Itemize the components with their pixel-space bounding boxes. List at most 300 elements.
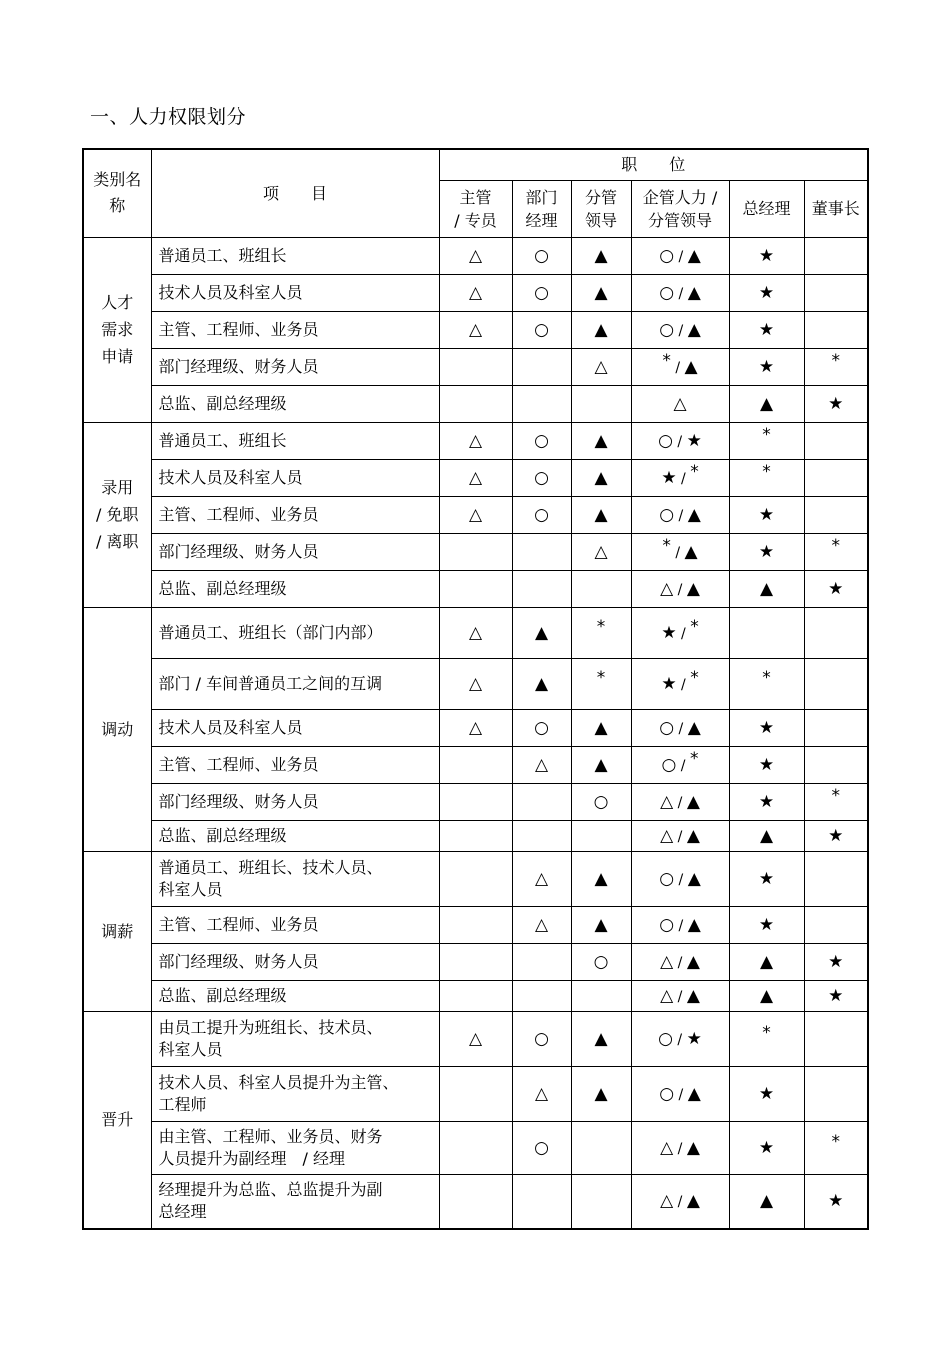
permission-cell	[439, 851, 512, 906]
permission-cell	[439, 1011, 512, 1066]
permission-cell	[571, 1174, 631, 1229]
permission-cell	[512, 906, 571, 943]
asterisk-mark: *	[662, 535, 671, 556]
symbol-mark: ○	[534, 717, 549, 738]
permission-cell	[512, 709, 571, 746]
asterisk-mark: *	[762, 1022, 771, 1043]
table-row	[83, 1174, 868, 1229]
symbol-mark: ★	[828, 951, 844, 972]
permission-cell	[804, 1121, 868, 1174]
permission-cell: ○ / ▲	[631, 1066, 729, 1121]
permission-cell	[439, 1174, 512, 1229]
symbol-mark: ○	[659, 319, 675, 340]
permission-cell	[729, 385, 804, 422]
table-row	[83, 906, 868, 943]
symbol-mark: ★	[828, 393, 844, 414]
permission-cell	[439, 1121, 512, 1174]
item-cell: 普通员工、班组长	[151, 237, 439, 274]
permission-cell	[729, 274, 804, 311]
symbol-mark: △	[468, 673, 483, 694]
permission-cell: ○ / ▲	[631, 496, 729, 533]
item-cell: 部门经理级、财务人员	[151, 783, 439, 820]
symbol-mark: ○	[534, 319, 549, 340]
permission-cell	[804, 783, 868, 820]
permission-cell	[439, 570, 512, 607]
permission-cell	[512, 658, 571, 709]
permission-cell	[571, 1011, 631, 1066]
permission-cell: △ / ▲	[631, 943, 729, 980]
permission-cell	[804, 1174, 868, 1229]
symbol-mark: ○	[534, 1028, 549, 1049]
table-row	[83, 607, 868, 658]
permission-cell	[729, 496, 804, 533]
permission-cell	[729, 533, 804, 570]
permission-cell	[439, 348, 512, 385]
permission-cell	[512, 1011, 571, 1066]
permission-cell	[439, 783, 512, 820]
symbol-mark: △	[594, 356, 608, 377]
symbol-mark: ▲	[759, 578, 774, 599]
symbol-mark: ▲	[686, 1191, 700, 1212]
permission-cell	[631, 385, 729, 422]
permission-cell	[804, 820, 868, 851]
permission-cell	[512, 348, 571, 385]
table-row	[83, 348, 868, 385]
permission-cell	[804, 274, 868, 311]
permission-cell	[571, 385, 631, 422]
permission-cell	[439, 1066, 512, 1121]
asterisk-mark: *	[690, 667, 699, 688]
permission-cell	[571, 496, 631, 533]
permission-cell	[804, 658, 868, 709]
permission-cell	[729, 1066, 804, 1121]
symbol-mark: △	[534, 868, 549, 889]
symbol-mark: ▲	[594, 245, 608, 266]
asterisk-mark: *	[762, 667, 771, 688]
symbol-mark: ○	[659, 1083, 675, 1104]
permission-cell	[512, 746, 571, 783]
symbol-mark: △	[660, 1137, 674, 1158]
symbol-mark: ○	[534, 245, 549, 266]
symbol-mark: ○	[593, 951, 609, 972]
permission-cell	[512, 237, 571, 274]
permission-cell	[512, 422, 571, 459]
symbol-mark: △	[660, 985, 674, 1006]
table-row	[83, 1121, 868, 1174]
permission-table	[82, 148, 869, 1230]
permission-cell: ○ / *	[631, 746, 729, 783]
symbol-mark: △	[534, 1083, 549, 1104]
item-cell: 普通员工、班组长	[151, 422, 439, 459]
permission-cell	[512, 607, 571, 658]
symbol-mark: △	[534, 754, 549, 775]
asterisk-mark: *	[596, 616, 606, 637]
permission-cell	[729, 570, 804, 607]
symbol-mark: ★	[661, 673, 677, 694]
symbol-mark: ▲	[687, 717, 701, 738]
permission-cell	[439, 607, 512, 658]
symbol-mark: ▲	[686, 791, 700, 812]
asterisk-mark: *	[831, 350, 841, 371]
symbol-mark: ▲	[594, 717, 608, 738]
permission-cell	[729, 906, 804, 943]
symbol-mark: ★	[758, 541, 775, 562]
item-cell: 主管、工程师、业务员	[151, 311, 439, 348]
symbol-mark: ▲	[759, 393, 774, 414]
permission-cell	[729, 237, 804, 274]
permission-cell	[512, 820, 571, 851]
symbol-mark: ▲	[686, 951, 700, 972]
symbol-mark: ○	[659, 914, 675, 935]
table-row	[83, 820, 868, 851]
asterisk-mark: *	[762, 461, 771, 482]
permission-cell	[804, 570, 868, 607]
permission-cell	[512, 533, 571, 570]
item-cell: 经理提升为总监、总监提升为副 总经理	[151, 1174, 439, 1229]
header-position-0: 主管 / 专员	[439, 180, 512, 237]
asterisk-mark: *	[831, 785, 841, 806]
symbol-mark: △	[468, 430, 483, 451]
symbol-mark: ★	[758, 245, 775, 266]
permission-cell	[439, 274, 512, 311]
category-cell: 晋升	[83, 1011, 151, 1229]
permission-cell: ○ / ★	[631, 422, 729, 459]
permission-cell	[729, 459, 804, 496]
table-row	[83, 746, 868, 783]
permission-cell	[439, 820, 512, 851]
table-row	[83, 496, 868, 533]
symbol-mark: ▲	[687, 1083, 701, 1104]
permission-cell	[804, 1066, 868, 1121]
symbol-mark: △	[660, 791, 674, 812]
permission-cell	[439, 980, 512, 1011]
permission-cell	[571, 783, 631, 820]
permission-cell	[804, 746, 868, 783]
symbol-mark: ▲	[686, 578, 700, 599]
symbol-mark: ○	[534, 430, 549, 451]
symbol-mark: ★	[758, 717, 775, 738]
permission-cell	[512, 570, 571, 607]
permission-cell	[729, 851, 804, 906]
permission-cell	[571, 1066, 631, 1121]
symbol-mark: △	[468, 467, 483, 488]
permission-cell	[804, 496, 868, 533]
table-row	[83, 311, 868, 348]
permission-cell	[571, 980, 631, 1011]
permission-cell	[439, 385, 512, 422]
permission-cell	[804, 607, 868, 658]
permission-cell	[729, 1121, 804, 1174]
symbol-mark: ○	[659, 282, 675, 303]
permission-cell	[729, 607, 804, 658]
permission-cell	[512, 459, 571, 496]
table-row	[83, 274, 868, 311]
symbol-mark: △	[660, 825, 674, 846]
asterisk-mark: *	[831, 1131, 841, 1152]
category-cell: 调薪	[83, 851, 151, 1011]
symbol-mark: ★	[758, 868, 775, 889]
header-position-5: 董事长	[804, 180, 868, 237]
symbol-mark: ★	[758, 914, 775, 935]
item-cell: 主管、工程师、业务员	[151, 496, 439, 533]
permission-cell	[729, 348, 804, 385]
symbol-mark: ▲	[687, 914, 701, 935]
permission-cell: ○ / ▲	[631, 237, 729, 274]
permission-cell	[512, 1121, 571, 1174]
permission-cell: ★ / *	[631, 459, 729, 496]
item-cell: 由员工提升为班组长、技术员、 科室人员	[151, 1011, 439, 1066]
symbol-mark: △	[534, 914, 549, 935]
asterisk-mark: *	[596, 667, 606, 688]
permission-cell	[439, 943, 512, 980]
item-cell: 总监、副总经理级	[151, 820, 439, 851]
symbol-mark: ▲	[759, 985, 774, 1006]
permission-cell: ○ / ★	[631, 1011, 729, 1066]
item-cell: 主管、工程师、业务员	[151, 906, 439, 943]
permission-cell	[512, 783, 571, 820]
permission-cell: △ / ▲	[631, 1174, 729, 1229]
symbol-mark: ○	[658, 1028, 673, 1049]
item-cell: 普通员工、班组长、技术人员、 科室人员	[151, 851, 439, 906]
symbol-mark: ★	[828, 578, 844, 599]
permission-cell	[571, 459, 631, 496]
item-cell: 普通员工、班组长（部门内部）	[151, 607, 439, 658]
permission-cell	[729, 820, 804, 851]
symbol-mark: ○	[593, 791, 609, 812]
permission-cell	[571, 311, 631, 348]
permission-cell: * / ▲	[631, 533, 729, 570]
permission-cell	[571, 851, 631, 906]
symbol-mark: ★	[758, 282, 775, 303]
symbol-mark: △	[468, 319, 483, 340]
category-cell: 录用 / 免职 / 离职	[83, 422, 151, 607]
symbol-mark: △	[660, 1191, 674, 1212]
header-position-group: 职 位	[439, 149, 868, 180]
item-cell: 技术人员、科室人员提升为主管、 工程师	[151, 1066, 439, 1121]
permission-cell	[439, 746, 512, 783]
symbol-mark: △	[468, 622, 483, 643]
symbol-mark: △	[468, 717, 483, 738]
item-cell: 主管、工程师、业务员	[151, 746, 439, 783]
permission-cell	[804, 348, 868, 385]
asterisk-mark: *	[662, 350, 671, 371]
permission-cell	[571, 570, 631, 607]
symbol-mark: ○	[659, 717, 675, 738]
permission-cell	[571, 658, 631, 709]
symbol-mark: △	[468, 1028, 483, 1049]
symbol-mark: ▲	[594, 1083, 608, 1104]
asterisk-mark: *	[690, 616, 699, 637]
permission-cell	[729, 943, 804, 980]
permission-cell	[512, 311, 571, 348]
symbol-mark: ▲	[759, 951, 774, 972]
symbol-mark: △	[594, 541, 608, 562]
permission-cell	[729, 709, 804, 746]
symbol-mark: ▲	[687, 868, 701, 889]
table-row	[83, 1011, 868, 1066]
symbol-mark: ▲	[687, 245, 701, 266]
item-cell: 部门经理级、财务人员	[151, 943, 439, 980]
permission-cell	[571, 943, 631, 980]
symbol-mark: ★	[828, 985, 844, 1006]
symbol-mark: △	[468, 245, 483, 266]
asterisk-mark: *	[690, 461, 699, 482]
symbol-mark: ▲	[594, 282, 608, 303]
permission-cell	[804, 311, 868, 348]
symbol-mark: ▲	[686, 1137, 700, 1158]
symbol-mark: ▲	[594, 868, 608, 889]
permission-cell	[512, 943, 571, 980]
symbol-mark: ▲	[686, 985, 700, 1006]
asterisk-mark: *	[689, 748, 699, 769]
symbol-mark: ★	[758, 319, 775, 340]
symbol-mark: ○	[534, 467, 549, 488]
permission-cell	[729, 658, 804, 709]
symbol-mark: ▲	[594, 504, 608, 525]
permission-cell	[439, 459, 512, 496]
permission-cell: ○ / ▲	[631, 906, 729, 943]
symbol-mark: △	[468, 504, 483, 525]
permission-cell	[439, 422, 512, 459]
symbol-mark: ▲	[534, 673, 549, 694]
symbol-mark: ▲	[534, 622, 549, 643]
permission-cell	[439, 906, 512, 943]
table-row	[83, 709, 868, 746]
symbol-mark: ★	[758, 504, 775, 525]
asterisk-mark: *	[762, 424, 771, 445]
table-row	[83, 851, 868, 906]
symbol-mark: ○	[534, 282, 549, 303]
permission-cell	[512, 851, 571, 906]
table-row	[83, 459, 868, 496]
item-cell: 技术人员及科室人员	[151, 459, 439, 496]
header-category: 类别名称	[83, 149, 151, 237]
item-cell: 总监、副总经理级	[151, 980, 439, 1011]
permission-cell	[804, 980, 868, 1011]
symbol-mark: ★	[758, 356, 775, 377]
symbol-mark: ○	[658, 430, 673, 451]
permission-cell	[571, 709, 631, 746]
permission-cell: △ / ▲	[631, 570, 729, 607]
table-row	[83, 1066, 868, 1121]
header-position-2: 分管 领导	[571, 180, 631, 237]
item-cell: 技术人员及科室人员	[151, 274, 439, 311]
permission-cell: △ / ▲	[631, 820, 729, 851]
symbol-mark: ★	[661, 622, 677, 643]
header-position-3: 企管人力 / 分管领导	[631, 180, 729, 237]
permission-cell	[729, 783, 804, 820]
symbol-mark: ★	[758, 1137, 775, 1158]
category-cell: 调动	[83, 607, 151, 851]
permission-cell: △ / ▲	[631, 980, 729, 1011]
symbol-mark: △	[660, 578, 674, 599]
item-cell: 部门经理级、财务人员	[151, 348, 439, 385]
permission-cell: ○ / ▲	[631, 709, 729, 746]
permission-cell: ○ / ▲	[631, 274, 729, 311]
permission-cell	[804, 459, 868, 496]
symbol-mark: ▲	[759, 1191, 774, 1212]
symbol-mark: ★	[686, 430, 702, 451]
header-item: 项 目	[151, 149, 439, 237]
symbol-mark: ▲	[687, 319, 701, 340]
permission-cell	[571, 607, 631, 658]
symbol-mark: ★	[758, 754, 775, 775]
permission-cell: △ / ▲	[631, 1121, 729, 1174]
permission-cell	[571, 274, 631, 311]
permission-cell	[729, 980, 804, 1011]
table-row	[83, 533, 868, 570]
permission-cell	[571, 237, 631, 274]
permission-cell	[571, 820, 631, 851]
symbol-mark: ★	[758, 1083, 775, 1104]
permission-cell	[571, 533, 631, 570]
section-title: 一、人力权限划分	[90, 106, 247, 128]
symbol-mark: ○	[534, 1137, 549, 1158]
symbol-mark: ○	[534, 504, 549, 525]
symbol-mark: ▲	[759, 825, 774, 846]
permission-cell: ★ / *	[631, 658, 729, 709]
permission-cell	[571, 1121, 631, 1174]
table-row	[83, 658, 868, 709]
permission-cell	[512, 274, 571, 311]
header-position-1: 部门 经理	[512, 180, 571, 237]
permission-cell	[729, 311, 804, 348]
permission-cell: ○ / ▲	[631, 851, 729, 906]
symbol-mark: ▲	[687, 504, 701, 525]
symbol-mark: ▲	[686, 825, 700, 846]
symbol-mark: ○	[659, 504, 675, 525]
table-row	[83, 783, 868, 820]
symbol-mark: △	[660, 951, 674, 972]
permission-cell	[729, 422, 804, 459]
symbol-mark: ★	[661, 467, 677, 488]
permission-cell	[729, 746, 804, 783]
symbol-mark: △	[468, 282, 483, 303]
permission-cell	[571, 348, 631, 385]
permission-cell: * / ▲	[631, 348, 729, 385]
permission-cell	[571, 906, 631, 943]
permission-cell	[571, 746, 631, 783]
permission-cell	[804, 385, 868, 422]
item-cell: 总监、副总经理级	[151, 385, 439, 422]
symbol-mark: △	[673, 393, 687, 414]
symbol-mark: ▲	[594, 319, 608, 340]
permission-cell	[804, 237, 868, 274]
symbol-mark: ▲	[594, 430, 608, 451]
item-cell: 由主管、工程师、业务员、财务 人员提升为副经理 / 经理	[151, 1121, 439, 1174]
permission-cell: △ / ▲	[631, 783, 729, 820]
permission-cell	[804, 533, 868, 570]
permission-cell	[512, 1174, 571, 1229]
permission-cell	[729, 1174, 804, 1229]
symbol-mark: ▲	[594, 754, 608, 775]
permission-cell	[439, 237, 512, 274]
symbol-mark: ▲	[594, 467, 608, 488]
item-cell: 部门经理级、财务人员	[151, 533, 439, 570]
table-row	[83, 422, 868, 459]
asterisk-mark: *	[831, 535, 841, 556]
permission-cell	[439, 533, 512, 570]
permission-cell	[512, 496, 571, 533]
permission-cell	[439, 658, 512, 709]
header-position-4: 总经理	[729, 180, 804, 237]
permission-cell	[804, 422, 868, 459]
table-row	[83, 385, 868, 422]
item-cell: 部门 / 车间普通员工之间的互调	[151, 658, 439, 709]
permission-cell	[512, 385, 571, 422]
permission-cell	[804, 709, 868, 746]
symbol-mark: ★	[828, 1191, 844, 1212]
